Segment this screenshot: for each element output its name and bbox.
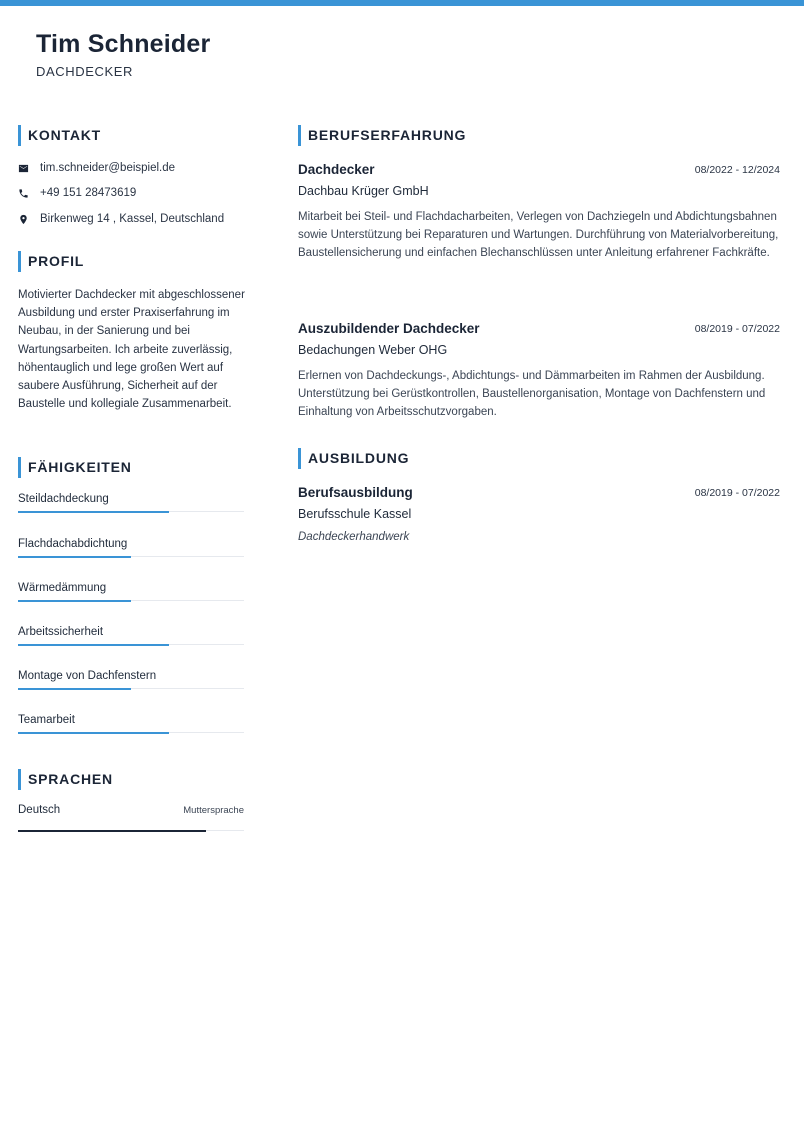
skill-item (18, 492, 244, 512)
skill-item (18, 537, 244, 557)
skill-label: Steildachdeckung (18, 493, 109, 505)
language-level-label: Muttersprache (183, 805, 244, 816)
language-label: Deutsch (18, 804, 61, 816)
contact-phone[interactable]: +49 151 28473619 (40, 187, 137, 199)
contact-heading: KONTAKT (18, 125, 101, 146)
experience-entry (298, 162, 780, 263)
education-heading: AUSBILDUNG (298, 448, 409, 469)
education-field: Dachdeckerhandwerk (298, 531, 410, 543)
contact-address-row (18, 211, 224, 227)
skill-level-bar (18, 511, 169, 513)
skill-level-bar (18, 732, 169, 734)
skill-level-bar (18, 556, 131, 558)
profile-text: Motivierter Dachdecker mit abgeschlossener Ausbildung und erster Praxiserfahrung im Neubau, in der Sanierung und bei Wartungsarbeiten. Ich arbeite zuverlässig, höhentauglich und lege großen Wert auf saubere Ausführung, Sicherheit auf der Baustelle und kollegiale Zusammenarbeit. (18, 289, 245, 411)
experience-entry (298, 321, 780, 422)
skill-level-bar (18, 644, 169, 646)
contact-address: Birkenweg 14 , Kassel, Deutschland (40, 213, 225, 225)
skill-label: Arbeitssicherheit (18, 626, 104, 638)
job-title: Dachdecker (298, 162, 375, 177)
education-date: 08/2019 - 07/2022 (694, 487, 780, 499)
skill-item (18, 581, 244, 601)
job-company: Bedachungen Weber OHG (298, 343, 448, 357)
envelope-icon (18, 163, 40, 174)
job-date: 08/2019 - 07/2022 (694, 323, 780, 335)
profile-heading: PROFIL (18, 251, 84, 272)
candidate-name: Tim Schneider (36, 30, 211, 58)
skill-label: Montage von Dachfenstern (18, 670, 157, 682)
skill-level-bar (18, 688, 131, 690)
language-level-bar (18, 830, 206, 832)
job-description: Erlernen von Dachdeckungs-, Abdichtungs- und Dämmarbeiten im Rahmen der Ausbildung. Unterstützung bei Gerüstkontrollen, Baustellenorganisation, Montage von Dachfenstern und Einhaltung von Arbeitsschutzvorgaben. (298, 370, 766, 419)
map-pin-icon (18, 214, 40, 225)
skill-label: Flachdachabdichtung (18, 538, 128, 550)
skills-heading: FÄHIGKEITEN (18, 457, 132, 478)
languages-heading: SPRACHEN (18, 769, 113, 790)
contact-email[interactable]: tim.schneider@beispiel.de (40, 162, 176, 174)
contact-phone-row[interactable] (18, 185, 136, 201)
education-entry (298, 485, 780, 543)
job-date: 08/2022 - 12/2024 (694, 164, 780, 176)
skill-item (18, 669, 244, 689)
education-school: Berufsschule Kassel (298, 507, 412, 521)
job-description: Mitarbeit bei Steil- und Flachdacharbeiten, Verlegen von Dachziegeln und Abdichtungsbahnen sowie Unterstützung bei Reparaturen und Wartungen. Durchführung von Materialvorbereitung, Baustellensicherung und einfachen Blechanschlüssen unter Anleitung erfahrener Fachkräfte. (298, 211, 779, 260)
skill-item (18, 625, 244, 645)
job-company: Dachbau Krüger GmbH (298, 184, 429, 198)
phone-icon (18, 188, 40, 199)
skill-item (18, 713, 244, 733)
contact-email-row[interactable] (18, 160, 175, 176)
skill-label: Wärmedämmung (18, 582, 107, 594)
experience-heading: BERUFSERFAHRUNG (298, 125, 466, 146)
language-item (18, 804, 244, 816)
candidate-role: DACHDECKER (36, 64, 134, 79)
skill-label: Teamarbeit (18, 714, 75, 726)
education-title: Berufsausbildung (298, 485, 413, 500)
top-accent-bar (0, 0, 804, 6)
skill-level-bar (18, 600, 131, 602)
job-title: Auszubildender Dachdecker (298, 321, 480, 336)
